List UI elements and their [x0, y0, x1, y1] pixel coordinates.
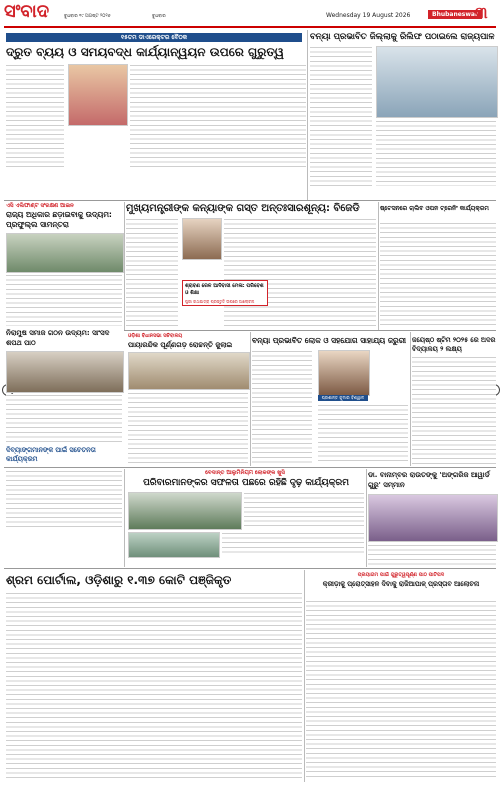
story-s4-body-2: [224, 218, 376, 328]
column-divider: [307, 30, 308, 200]
masthead-edition: Bhubaneswar: [428, 10, 482, 19]
story-s13-headline: ଶ୍ରମ ପୋର୍ଟାଲ, ଓଡ଼ିଶାରୁ ୧.୩୭ କୋଟି ପଞ୍ଜିକୃତ: [6, 573, 232, 587]
story-s11-headline: ଡା. ବାନାମ୍ବର ରାଉତଙ୍କୁ 'ଅଙ୍ଗରିଜ ଆୱାର୍ଡ ଗୁରୁ' ସମ୍ମାନ: [368, 471, 490, 489]
story-s2-body: [310, 46, 372, 186]
story-s8-body: [252, 350, 312, 464]
section-divider: [4, 200, 496, 201]
story-s11-body: [368, 544, 496, 566]
section-divider: [124, 330, 496, 331]
story-s12-body: [6, 470, 122, 528]
story-s8-headline: ବନ୍ୟା ପ୍ରଭାବିତ ଲୋକ ଓ ସହଯୋଗ ସାହାଯ୍ୟ ଜରୁରୀ: [252, 336, 407, 345]
story-s5-body: [380, 222, 496, 328]
masthead-date-odia: ବୁଧବାର ୧୯ ଅଗଷ୍ଟ ୨୦୨୬: [64, 14, 111, 19]
masthead-logo: ସଂବାଦ: [4, 1, 50, 22]
portrait-caption: ପ୍ରଶାନ୍ତ କୁମାର ବିଶ୍ୱାଳ: [318, 395, 368, 401]
story-s7-headline: ପାୟାରନ୍ଦିକ ପୂର୍ଣ୍ଣଗଡ଼ ରୋଚ୍ଚନ୍ତି ଜୁଲାଇ: [128, 341, 233, 349]
story-s8-body-2: [318, 404, 408, 464]
column-divider: [304, 570, 305, 782]
story-s7-kicker: ଓଡ଼ିଶା ବିଧାନସଭା ସଚିବାଳୟ: [128, 333, 183, 339]
story-s7-body: [128, 392, 248, 464]
story-s1-kicker: ୧୫ତମ ଡାଏରେକ୍ଟର ବୈଠକ: [6, 33, 302, 42]
story-s14-body: [306, 600, 496, 780]
masthead-date-en: Wednesday 19 August 2026: [326, 12, 411, 19]
story-s4-photo: [182, 218, 222, 260]
story-s3-kicker: ଏସି ଏଲିଫାଣ୍ଟ ସଂରକ୍ଷଣ ଆଇନ: [6, 203, 74, 209]
story-s1-body-2: [130, 64, 306, 167]
story-s11-photo: [368, 494, 498, 542]
story-s6-body: [6, 394, 122, 442]
story-s9-body: [412, 356, 496, 464]
story-s7-photo: [128, 352, 250, 390]
column-divider: [378, 202, 379, 330]
story-s4-inset: [182, 280, 268, 306]
story-s9-headline: ଜୟେଷ୍ଠ ଷ୍ଟିମ ୨୦୨୫ ରେ ଅଦର ବିଦ୍ୟାଳୟ ୨ ଲକ୍ଷ୍ୟ: [412, 336, 496, 353]
story-s10-body-2: [222, 532, 364, 556]
story-s1-headline: ଦ୍ରୁତ ବ୍ୟୟ ଓ ସମୟବଦ୍ଧ କାର୍ଯ୍ୟାନ୍ୱୟନ ଉପରେ ଗୁରୁତ୍ୱ: [6, 45, 284, 59]
story-s10-photo: [128, 492, 242, 530]
portrait-photo: [318, 350, 370, 396]
story-s1-body: [6, 64, 64, 167]
story-s2-photo: [376, 46, 498, 118]
column-divider: [124, 202, 125, 330]
story-s4-body: [126, 218, 178, 328]
story-s2-body-2: [376, 120, 496, 186]
column-divider: [250, 332, 251, 466]
column-divider: [366, 469, 367, 567]
story-s14-kicker: ପ୍ରୟାଗମ ପାଇଁ ଗୁରୁତ୍ୱପୂର୍ଣ୍ଣ ପାଠ ପାଟିପଦ: [357, 572, 445, 578]
story-s14-headline: କ୍ରୀଡ଼ାକୁ ପ୍ରୋତ୍ସାହନ ଦିବାକୁ ରାଜିଆପାଳ୍ ପ୍ରସ୍ତାବ ଆଲୋଚନା: [322, 580, 480, 588]
story-s1-photo: [68, 64, 128, 126]
section-divider: [4, 467, 496, 468]
column-divider: [410, 332, 411, 466]
story-s6-headline: ନିରାମୁଷ ସମାଜ ଗଠନ ଉଦ୍ୟମ: ସାଂସଦ ଶପଥ ପାଠ: [6, 329, 110, 347]
masthead-day-odia: ବୁଧବାର: [152, 14, 166, 19]
inset-headline: ଶ୍ରାବଣ ରେଳ ଆଦିବାସୀ ମେଳା: ପରିବେଶ ଓ ଶିକ୍ଷା: [185, 283, 264, 296]
section-divider: [4, 568, 496, 569]
inset-sub: ପୁରୀ ରଥଯାତ୍ରା ପ୍ରସ୍ତୁତି ଉପରେ ଆଲୋଚନା: [185, 299, 255, 304]
story-s2-headline: ବନ୍ୟା ପ୍ରଭାବିତ ଜିଲ୍ଲାକୁ ରିଲିଫ ପଠାଇଲେ ରାଜ୍ୟପାଳ: [310, 32, 495, 42]
page-number: ୩: [475, 3, 488, 22]
story-s4-headline: ମୁଖ୍ୟମନ୍ତ୍ରୀଙ୍କ କନ୍ୟାଙ୍କ ଗସ୍ତ ଅନ୍ତଃସାରଶୂନ୍ୟ: ବିଜେଡି: [126, 203, 360, 214]
story-s3-photo: [6, 233, 124, 273]
column-divider: [124, 469, 125, 567]
masthead-rule: [4, 26, 496, 28]
story-s3-body: [6, 274, 122, 326]
story-s10-photo-2: [128, 532, 220, 558]
story-s3-headline: ରାଜ୍ୟ ଅଧିକାର ଛଡ଼ାଇବାକୁ ଉଦ୍ୟମ: ପ୍ରଫୁଲ୍ଲ ସାମନ୍ତରା: [6, 210, 112, 229]
story-s12-headline: ଦିବ୍ୟାଙ୍ଗମାନଙ୍କ ପାଇଁ ସଚେତନତା କାର୍ଯ୍ୟକ୍ରମ: [6, 446, 96, 463]
story-s13-body: [6, 592, 302, 780]
story-s10-body: [244, 492, 364, 528]
story-s6-photo: [6, 351, 124, 393]
story-s5-headline: ଷ୍ଟେସନରେ ଚାଲିବ ଓପନ ଟ୍ରେନିଂ କାର୍ଯ୍ୟକ୍ରମ: [380, 205, 489, 212]
story-s10-headline: ପରିବାରମାନଙ୍କର ସଫଳତା ପଛରେ ରହିଛି ଦୃଢ଼ କାର୍ଯ୍ୟକ୍ରମ: [143, 478, 349, 488]
story-s10-kicker: ବେଦାନ୍ତ ଆଲୁମିନିୟମ ଲୋକଙ୍କ ଖୁସି: [205, 470, 285, 476]
